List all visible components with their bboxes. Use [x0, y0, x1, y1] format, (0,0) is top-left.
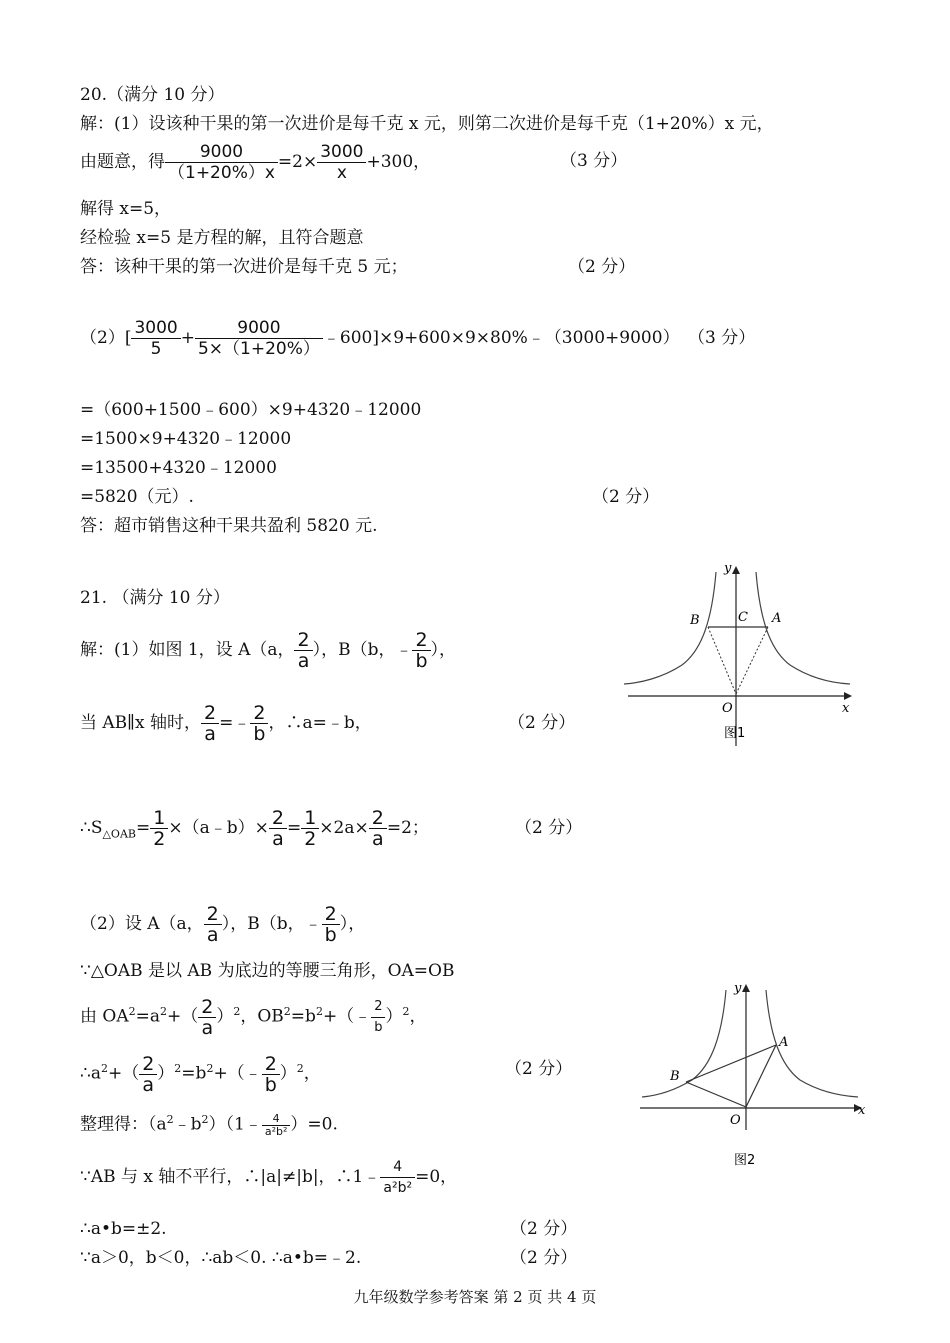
q20-equation	[80, 140, 430, 184]
label-x: x	[858, 1103, 866, 1118]
score-q21-5: （2 分）	[510, 1248, 578, 1268]
q21-part2-line4: $\therefore a^2+$（ $\frac{2}{a}$ ）$^2=b^2+(﹣$ $\frac{2}{b}$ ）$^2$，	[80, 1052, 321, 1096]
score-q21-1: （2 分）	[508, 713, 576, 733]
fraction-2-a: $\frac{2}{a}$	[294, 630, 312, 671]
fraction-2-b: $\frac{2}{b}$	[262, 1054, 280, 1095]
fraction-2-a: $\frac{2}{a}$	[201, 703, 219, 744]
p2-plus: +	[180, 328, 195, 348]
q20-part2-expression	[80, 316, 680, 360]
q20-eq-prefix: 由题意，得	[80, 152, 165, 172]
label-a: A	[779, 1035, 789, 1050]
q20-calc4: =5820（元）.	[80, 487, 194, 507]
p2-prefix: （2）[	[80, 328, 132, 348]
segment-oa	[746, 1045, 776, 1107]
segment-ob	[708, 627, 736, 694]
q20-eq-post: +300，	[366, 152, 431, 172]
score-q20-1: （3 分）	[560, 151, 628, 171]
label-b: B	[690, 613, 700, 628]
q21-title: 21. （满分 10 分）	[80, 588, 230, 608]
fraction-1-2: $\frac{1}{2}$	[301, 808, 319, 849]
q21-part2-line8: ∵a＞0，b＜0，∴ab＜0. ∴a•b=﹣2.	[80, 1248, 362, 1268]
label-y: y	[724, 561, 732, 576]
y-axis-arrow-icon	[742, 984, 750, 992]
page-footer: 九年级数学参考答案 第 2 页 共 4 页	[353, 1288, 597, 1306]
figure-2-caption: 图2	[734, 1153, 756, 1168]
y-axis-arrow-icon	[732, 566, 740, 574]
score-q20-4: （2 分）	[592, 487, 660, 507]
q20-line3: 解得 x=5，	[80, 199, 172, 219]
q20-line1: 解：(1）设该种干果的第一次进价是每千克 x 元，则第二次进价是每千克（1+20%）x 元，	[80, 114, 774, 134]
label-y: y	[734, 981, 742, 996]
segment-ab	[686, 1045, 776, 1082]
fraction-2-a: $\frac{2}{a}$	[369, 808, 387, 849]
q20-line5: 答：该种干果的第一次进价是每千克 5 元；	[80, 257, 408, 277]
label-o: O	[722, 701, 733, 716]
fraction-2-a: $\frac{2}{a}$	[204, 904, 222, 945]
label-c: C	[738, 610, 748, 625]
q20-title: 20.（满分 10 分）	[80, 85, 225, 105]
hyperbola-right-branch	[756, 572, 850, 684]
fraction-1-2: $\frac{1}{2}$	[150, 808, 168, 849]
score-q21-3: （2 分）	[505, 1059, 573, 1079]
q20-calc3: =13500+4320﹣12000	[80, 458, 277, 478]
fraction-2-b: $\frac{2}{b}$	[250, 703, 268, 744]
fraction-3000: $\frac{3000}{x}$	[317, 142, 366, 183]
score-q21-2: （2 分）	[515, 818, 583, 838]
fraction-9000: $\frac{9000}{(1+20\%)x}$	[165, 142, 278, 183]
hyperbola-left-branch	[642, 990, 726, 1097]
fraction-2-a: $\frac{2}{a}$	[269, 808, 287, 849]
fraction-4-a2b2: $\frac{4}{\text{a²b²}}$	[262, 1113, 291, 1138]
score-q20-2: （2 分）	[568, 257, 636, 277]
x-axis-arrow-icon	[844, 692, 852, 700]
q21-part2-line6: ∵AB 与 x 轴不平行，∴|a|≠|b|，∴1﹣ $\frac{4}{\text{a²b²}}$ =0，	[80, 1159, 458, 1196]
fraction-2-b: $\frac{2}{b}$	[322, 904, 340, 945]
fraction-2-b: $\frac{2}{b}$	[412, 630, 430, 671]
fraction-4-a2b2-large: $\frac{4}{\text{a²b²}}$	[380, 1157, 415, 1198]
segment-ob	[686, 1082, 746, 1107]
p2-post: ﹣600]×9+600×9×80%﹣（3000+9000）	[322, 328, 680, 348]
q21-area-line: $\therefore S_{\triangle OAB}=$ $\frac{1}{2}$ ×（a﹣b）× $\frac{2}{a}$ = $\frac{1}{2}$ ×2a× $\frac{2}{a}$ =2；	[80, 807, 429, 850]
fraction-2-b-small: $\frac{2}{b}$	[371, 997, 385, 1038]
label-b: B	[670, 1069, 680, 1084]
figure-1-caption: 图1	[724, 726, 746, 741]
q20-answer: 答：超市销售这种干果共盈利 5820 元.	[80, 516, 378, 536]
label-x: x	[842, 701, 850, 716]
score-q21-4: （2 分）	[510, 1219, 578, 1239]
q21-part2-line3: 由 $OA^2=a^2+$（ $\frac{2}{a}$ ）$^2$，$OB^2=b^2+(﹣$ $\frac{2}{b}$ ）$^2$，	[80, 995, 427, 1039]
q20-eq-mid: =2×	[277, 152, 318, 172]
q21-part2-line5: 整理得：$(a^2﹣b^2)(1﹣$ $\frac{4}{\text{a²b²}}$ ）=0.	[80, 1111, 338, 1138]
figure-1	[620, 560, 860, 750]
hyperbola-left-branch	[624, 572, 716, 684]
fraction-2-a: $\frac{2}{a}$	[198, 997, 216, 1038]
fraction-3000-5: $\frac{3000}{5}$	[131, 318, 180, 359]
figure-2	[636, 980, 876, 1170]
segment-oa	[736, 627, 768, 694]
label-o: O	[730, 1113, 741, 1128]
q20-calc1: =（600+1500﹣600）×9+4320﹣12000	[80, 400, 422, 420]
q21-part1-line1: 解：(1）如图 1，设 A（a， $\frac{2}{a}$ ），B（b，﹣ $\frac{2}{b}$ ），	[80, 629, 457, 672]
q21-part2-line1: （2）设 A（a， $\frac{2}{a}$ ），B（b，﹣ $\frac{2}{b}$ ），	[80, 903, 366, 946]
fraction-9000-5x120: $\frac{9000}{5\times(1+20\%)}$	[195, 318, 323, 359]
score-q20-3: （3 分）	[688, 328, 756, 348]
fraction-2-a: $\frac{2}{a}$	[139, 1054, 157, 1095]
q21-part1-line2: 当 AB∥x 轴时， $\frac{2}{a}$ =﹣ $\frac{2}{b}$ ，∴a=﹣b，	[80, 702, 372, 745]
q21-part2-line2: ∵△OAB 是以 AB 为底边的等腰三角形，OA=OB	[80, 961, 455, 981]
q20-line4: 经检验 x=5 是方程的解，且符合题意	[80, 228, 364, 248]
q21-part2-line7: ∴a•b=±2.	[80, 1219, 167, 1239]
q20-calc2: =1500×9+4320﹣12000	[80, 429, 292, 449]
label-a: A	[772, 611, 782, 626]
